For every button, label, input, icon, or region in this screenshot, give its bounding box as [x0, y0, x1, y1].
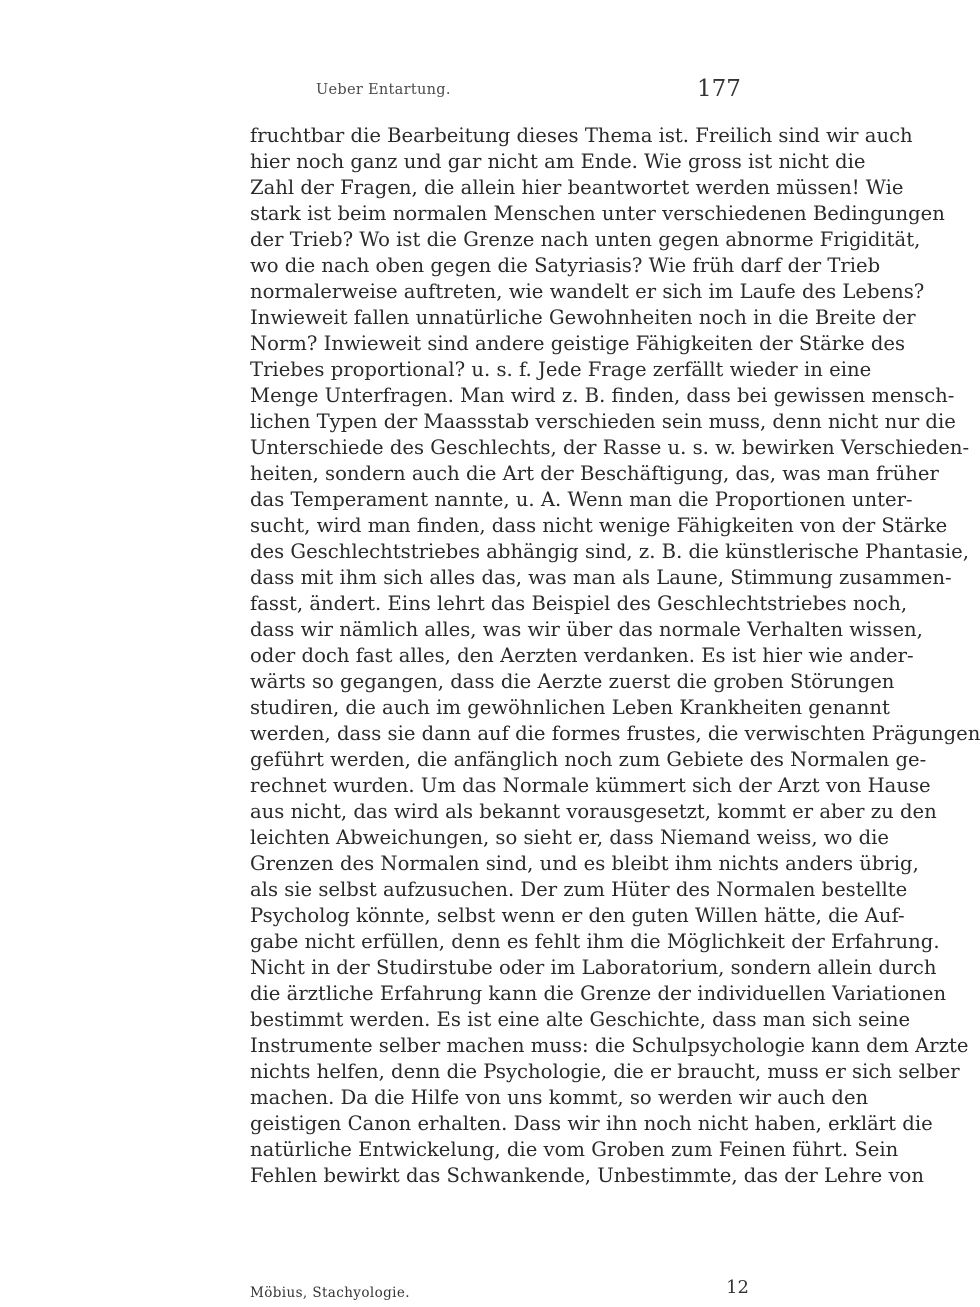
text-line: normalerweise auftreten, wie wandelt er sich im Laufe des Lebens? [250, 280, 925, 303]
text-line: wärts so gegangen, dass die Aerzte zuerst die groben Störungen [250, 670, 895, 693]
text-line: leichten Abweichungen, so sieht er, dass Niemand weiss, wo die [250, 826, 890, 849]
text-line: natürliche Entwickelung, die vom Groben zum Feinen führt. Sein [250, 1138, 899, 1161]
text-line: sucht, wird man finden, dass nicht wenige Fähigkeiten von der Stärke [250, 514, 948, 537]
text-line: Norm? Inwieweit sind andere geistige Fähigkeiten der Stärke des [250, 332, 906, 355]
text-line: dass mit ihm sich alles das, was man als Laune, Stimmung zusammen- [250, 566, 952, 589]
page-footer [250, 1277, 761, 1305]
running-title: Ueber Entartung. [316, 82, 451, 98]
text-line: geistigen Canon erhalten. Dass wir ihn noch nicht haben, erklärt die [250, 1112, 933, 1135]
text-line: Fehlen bewirkt das Schwankende, Unbestimmte, das der Lehre von [250, 1164, 924, 1187]
text-line: Menge Unterfragen. Man wird z. B. finden, dass bei gewissen mensch- [250, 384, 955, 407]
text-line: nichts helfen, denn die Psychologie, die er braucht, muss er sich selber [250, 1060, 960, 1083]
text-line: das Temperament nannte, u. A. Wenn man die Proportionen unter- [250, 488, 913, 511]
signature-mark: 12 [726, 1277, 749, 1298]
text-line: fasst, ändert. Eins lehrt das Beispiel des Geschlechtstriebes noch, [250, 592, 908, 615]
text-line: fruchtbar die Bearbeitung dieses Thema ist. Freilich sind wir auch [250, 124, 913, 147]
text-line: hier noch ganz und gar nicht am Ende. Wie gross ist nicht die [250, 150, 866, 173]
text-line: des Geschlechtstriebes abhängig sind, z. B. die künstlerische Phantasie, [250, 540, 969, 563]
text-line: Instrumente selber machen muss: die Schulpsychologie kann dem Arzte [250, 1034, 969, 1057]
text-line: Grenzen des Normalen sind, und es bleibt ihm nichts anders übrig, [250, 852, 919, 875]
running-head [0, 76, 800, 108]
text-line: Triebes proportional? u. s. f. Jede Frage zerfällt wieder in eine [250, 358, 872, 381]
text-line: oder doch fast alles, den Aerzten verdanken. Es ist hier wie ander- [250, 644, 914, 667]
text-line: werden, dass sie dann auf die formes frustes, die verwischten Prägungen [250, 722, 980, 745]
text-line: geführt werden, die anfänglich noch zum Gebiete des Normalen ge- [250, 748, 927, 771]
text-line: aus nicht, das wird als bekannt vorausgesetzt, kommt er aber zu den [250, 800, 937, 823]
text-line: Zahl der Fragen, die allein hier beantwortet werden müssen! Wie [250, 176, 904, 199]
text-line: Psycholog könnte, selbst wenn er den guten Willen hätte, die Auf- [250, 904, 905, 927]
text-line: bestimmt werden. Es ist eine alte Geschichte, dass man sich seine [250, 1008, 911, 1031]
text-line: heiten, sondern auch die Art der Beschäftigung, das, was man früher [250, 462, 939, 485]
text-line: rechnet wurden. Um das Normale kümmert sich der Arzt von Hause [250, 774, 931, 797]
text-line: studiren, die auch im gewöhnlichen Leben Krankheiten genannt [250, 696, 890, 719]
page-number: 177 [697, 76, 741, 102]
text-line: die ärztliche Erfahrung kann die Grenze der individuellen Variationen [250, 982, 947, 1005]
text-line: machen. Da die Hilfe von uns kommt, so werden wir auch den [250, 1086, 869, 1109]
text-line: Inwieweit fallen unnatürliche Gewohnheiten noch in die Breite der [250, 306, 916, 329]
text-line: Nicht in der Studirstube oder im Laboratorium, sondern allein durch [250, 956, 937, 979]
text-line: als sie selbst aufzusuchen. Der zum Hüter des Normalen bestellte [250, 878, 908, 901]
text-line: dass wir nämlich alles, was wir über das normale Verhalten wissen, [250, 618, 923, 641]
text-line: stark ist beim normalen Menschen unter verschiedenen Bedingungen [250, 202, 945, 225]
text-line: wo die nach oben gegen die Satyriasis? Wie früh darf der Trieb [250, 254, 881, 277]
text-line: lichen Typen der Maassstab verschieden sein muss, denn nicht nur die [250, 410, 956, 433]
footer-author: Möbius, Stachyologie. [250, 1285, 410, 1301]
text-line: der Trieb? Wo ist die Grenze nach unten gegen abnorme Frigidität, [250, 228, 921, 251]
text-line: gabe nicht erfüllen, denn es fehlt ihm die Möglichkeit der Erfahrung. [250, 930, 940, 953]
text-line: Unterschiede des Geschlechts, der Rasse u. s. w. bewirken Verschieden- [250, 436, 970, 459]
